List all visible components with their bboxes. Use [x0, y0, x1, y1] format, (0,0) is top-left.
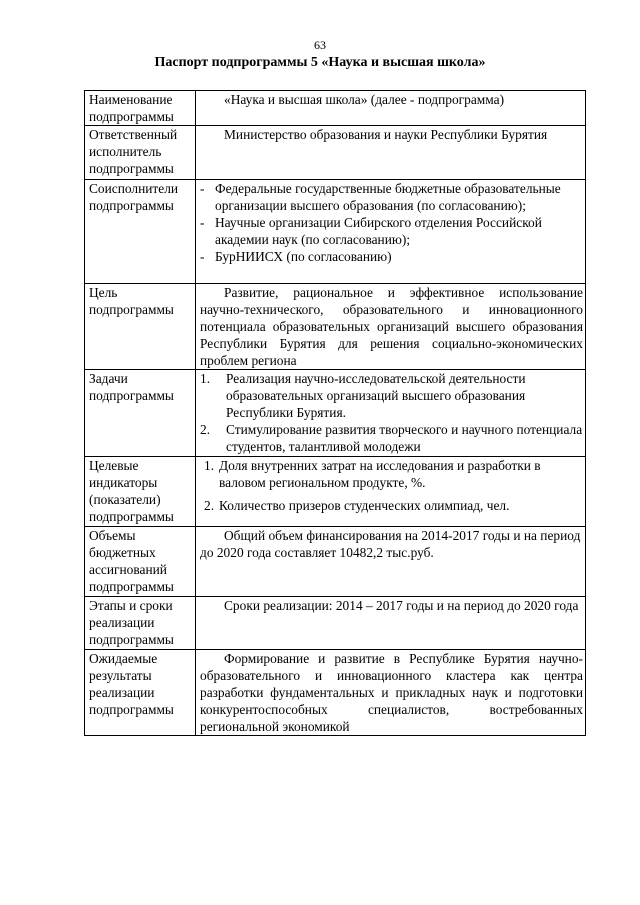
row-label: Этапы и сроки реализации подпрограммы: [85, 597, 196, 650]
item-number: 1.: [200, 371, 211, 386]
row-value: [196, 370, 586, 457]
indicators-list: [200, 457, 583, 514]
item-text: Реализация научно-исследовательской деятельности образовательных организаций высшего образования Республики Бурятия.: [226, 371, 526, 420]
table-row-stages: [85, 597, 586, 650]
row-label: Ожидаемые результаты реализации подпрограммы: [85, 650, 196, 736]
list-item: - Федеральные государственные бюджетные образовательные организации высшего образования (по согласованию);: [200, 180, 583, 214]
row-label: Ответственный исполнитель подпрограммы: [85, 126, 196, 180]
item-number: 1.: [204, 458, 215, 473]
row-value: [196, 457, 586, 527]
list-item: [200, 421, 583, 455]
table-row-executor: [85, 126, 586, 180]
list-item: - БурНИИСХ (по согласованию): [200, 248, 583, 265]
row-value: «Наука и высшая школа» (далее - подпрограмма): [196, 91, 586, 126]
row-label: Наименование подпрограммы: [85, 91, 196, 126]
list-item: [200, 457, 583, 491]
passport-table: [84, 90, 586, 736]
row-label: Цель подпрограммы: [85, 284, 196, 370]
table-row-results: [85, 650, 586, 736]
table-row-indicators: [85, 457, 586, 527]
coexecutors-list: [200, 180, 583, 265]
row-label: Задачи подпрограммы: [85, 370, 196, 457]
row-label: Объемы бюджетных ассигнований подпрограммы: [85, 527, 196, 597]
item-number: 2.: [204, 498, 215, 513]
row-label: Соисполнители подпрограммы: [85, 180, 196, 284]
tasks-list: [200, 370, 583, 455]
table-row-goal: [85, 284, 586, 370]
row-value: Сроки реализации: 2014 – 2017 годы и на период до 2020 года: [196, 597, 586, 650]
row-value: Общий объем финансирования на 2014-2017 годы и на период до 2020 года составляет 10482,2 тыс.руб.: [196, 527, 586, 597]
list-item: - Научные организации Сибирского отделения Российской академии наук (по согласованию);: [200, 214, 583, 248]
document-title: Паспорт подпрограммы 5 «Наука и высшая школа»: [154, 55, 486, 70]
table-row-tasks: [85, 370, 586, 457]
list-item: [200, 497, 583, 514]
table-row-name: [85, 91, 586, 126]
table-row-coexecutors: [85, 180, 586, 284]
item-text: Стимулирование развития творческого и научного потенциала студентов, талантливой молодежи: [226, 422, 583, 454]
row-value: Развитие, рациональное и эффективное использование научно-технического, образовательного и инновационного потенциала образовательных организаций высшего образования Республики Бурятия для решения социально-экономических проблем региона: [196, 284, 586, 370]
table-row-funding: [85, 527, 586, 597]
item-text: Количество призеров студенческих олимпиад, чел.: [219, 498, 510, 513]
list-item: [200, 370, 583, 421]
item-text: Доля внутренних затрат на исследования и разработки в валовом региональном продукте, %.: [219, 458, 541, 490]
row-value: Министерство образования и науки Республики Бурятия: [196, 126, 586, 180]
row-value: Формирование и развитие в Республике Бурятия научно-образовательного и инновационного кластера как центра разработки фундаментальных и прикладных наук и подготовки конкурентоспособных специалистов, востребованных региональной экономикой: [196, 650, 586, 736]
row-label: Целевые индикаторы (показатели) подпрограммы: [85, 457, 196, 527]
item-number: 2.: [200, 422, 211, 437]
page-number: 63: [314, 38, 326, 52]
row-value: [196, 180, 586, 284]
